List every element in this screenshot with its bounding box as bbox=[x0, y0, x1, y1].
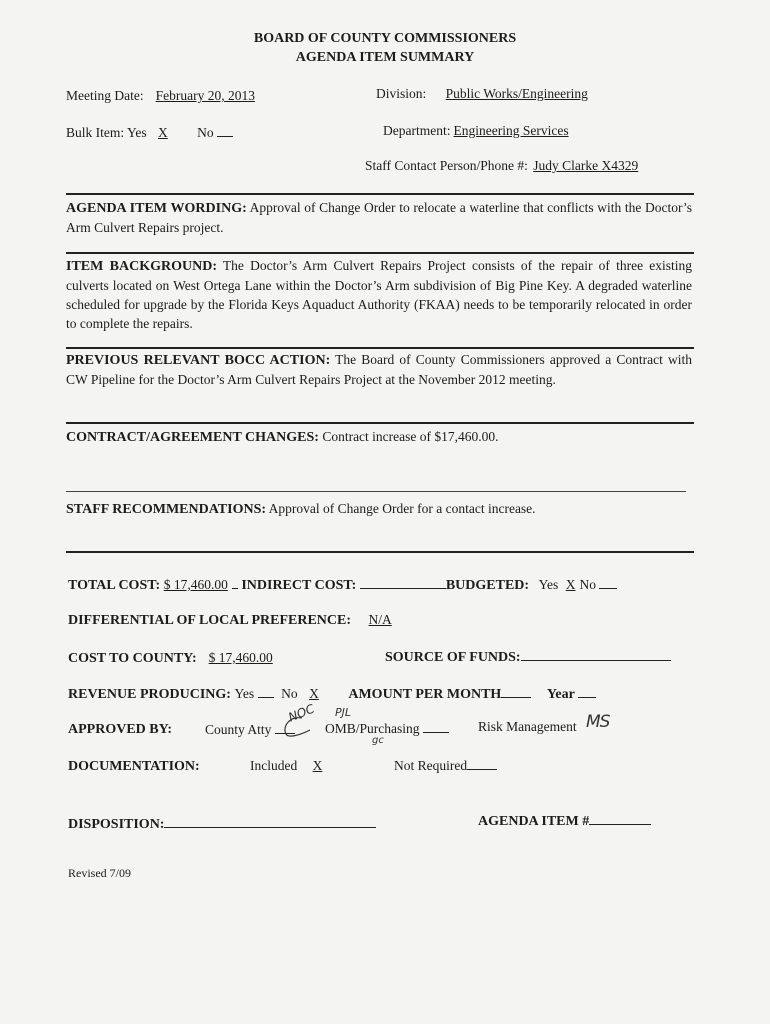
staff-contact-row bbox=[365, 158, 656, 174]
omb-label: OMB/Purchasing bbox=[325, 721, 420, 736]
staff-rec-text: Approval of Change Order for a contact increase. bbox=[268, 501, 536, 516]
division-row bbox=[376, 86, 634, 102]
agenda-item-number-label: AGENDA ITEM # bbox=[478, 814, 590, 829]
omb-initials: PJL bbox=[335, 706, 352, 719]
agenda-item-number-row bbox=[478, 812, 651, 830]
cost-to-county-label: COST TO COUNTY: bbox=[68, 651, 197, 666]
wording-text: Approval of Change Order to relocate a waterline that conflicts with the Doctor’s Arm Culvert Repairs project. bbox=[66, 200, 692, 235]
revised-note: Revised 7/09 bbox=[68, 866, 131, 880]
item-background bbox=[66, 256, 692, 333]
bulk-no-label: No bbox=[197, 125, 214, 140]
divider bbox=[66, 347, 694, 349]
contract-label: CONTRACT/AGREEMENT CHANGES: bbox=[66, 430, 319, 445]
revenue-row bbox=[68, 685, 596, 703]
agenda-item-wording bbox=[66, 198, 692, 237]
revenue-no-label: No bbox=[281, 686, 298, 701]
omb-initials-secondary: gc bbox=[372, 735, 384, 746]
revenue-yes-label: Yes bbox=[234, 686, 255, 701]
cost-to-county-row bbox=[68, 650, 313, 667]
meeting-date-value: February 20, 2013 bbox=[155, 88, 255, 103]
year-label: Year bbox=[546, 687, 575, 702]
disposition-blank bbox=[164, 815, 376, 828]
cost-to-county-value: $ 17,460.00 bbox=[208, 650, 273, 665]
bulk-yes-label: Yes bbox=[127, 125, 147, 140]
budgeted-label: BUDGETED: bbox=[445, 578, 530, 593]
approved-by-label: APPROVED BY: bbox=[68, 722, 173, 737]
budgeted-yes-mark: X bbox=[565, 577, 576, 592]
not-required-label: Not Required bbox=[394, 758, 468, 773]
not-required-row bbox=[394, 757, 497, 774]
form-subtitle: AGENDA ITEM SUMMARY bbox=[295, 50, 475, 65]
meeting-date-row bbox=[66, 88, 265, 104]
form-title: BOARD OF COUNTY COMMISSIONERS bbox=[253, 31, 517, 46]
divider bbox=[66, 422, 694, 424]
budgeted-no-label: No bbox=[579, 577, 596, 592]
total-cost-label: TOTAL COST: bbox=[68, 578, 161, 593]
risk-initials: MS bbox=[586, 712, 610, 732]
meeting-date-label: Meeting Date: bbox=[66, 88, 144, 103]
source-of-funds-label: SOURCE OF FUNDS: bbox=[385, 650, 521, 665]
differential-value: N/A bbox=[368, 612, 392, 627]
department-value: Engineering Services bbox=[453, 123, 569, 138]
department-label: Department: bbox=[383, 123, 451, 138]
included-mark: X bbox=[312, 758, 323, 773]
omb-row bbox=[325, 720, 449, 737]
department-row bbox=[383, 123, 647, 139]
background-label: ITEM BACKGROUND: bbox=[66, 259, 217, 274]
bulk-item-row bbox=[66, 124, 233, 141]
previous-bocc-action bbox=[66, 350, 692, 389]
previous-label: PREVIOUS RELEVANT BOCC ACTION: bbox=[66, 353, 331, 368]
divider bbox=[66, 252, 694, 254]
bulk-yes-mark: X bbox=[158, 125, 168, 140]
county-atty-signature bbox=[280, 712, 314, 742]
county-atty-label: County Atty bbox=[205, 722, 272, 737]
contract-changes bbox=[66, 427, 692, 447]
total-cost-row bbox=[68, 576, 617, 594]
staff-contact-value: Judy Clarke X4329 bbox=[533, 158, 639, 173]
indirect-cost-blank bbox=[360, 576, 446, 589]
total-cost-blank bbox=[232, 576, 238, 589]
bulk-item-label: Bulk Item: bbox=[66, 125, 125, 140]
documentation-label: DOCUMENTATION: bbox=[68, 759, 200, 774]
amount-per-month-label: AMOUNT PER MONTH bbox=[348, 687, 502, 702]
disposition-row bbox=[68, 815, 376, 833]
division-label: Division: bbox=[376, 86, 427, 101]
risk-label: Risk Management bbox=[478, 719, 577, 734]
agenda-item-number-blank bbox=[589, 812, 651, 825]
divider bbox=[66, 193, 694, 195]
risk-row bbox=[478, 719, 577, 735]
revenue-no-mark: X bbox=[309, 686, 319, 701]
divider bbox=[66, 551, 694, 553]
total-cost-value: $ 17,460.00 bbox=[163, 577, 228, 592]
contract-text: Contract increase of $17,460.00. bbox=[322, 429, 499, 444]
staff-rec-label: STAFF RECOMMENDATIONS: bbox=[66, 502, 267, 517]
not-required-blank bbox=[467, 757, 497, 770]
differential-label: DIFFERENTIAL OF LOCAL PREFERENCE: bbox=[68, 613, 352, 628]
budgeted-yes-label: Yes bbox=[538, 577, 559, 592]
year-blank bbox=[578, 685, 596, 698]
budgeted-no-blank bbox=[599, 576, 617, 589]
wording-label: AGENDA ITEM WORDING: bbox=[66, 201, 247, 216]
omb-blank bbox=[423, 720, 449, 733]
staff-recommendations bbox=[66, 499, 692, 519]
bulk-no-blank bbox=[217, 124, 233, 137]
source-of-funds-blank bbox=[521, 648, 671, 661]
county-atty-initials: NOC bbox=[286, 701, 317, 725]
disposition-label: DISPOSITION: bbox=[68, 817, 165, 832]
previous-text: The Board of County Commissioners approved a Contract with CW Pipeline for the Doctor’s Arm Culvert Repairs Project at the November 2012 meeting. bbox=[66, 352, 692, 387]
divider bbox=[66, 491, 686, 492]
amount-per-month-blank bbox=[501, 685, 531, 698]
included-label: Included bbox=[250, 758, 298, 773]
revenue-yes-blank bbox=[258, 685, 274, 698]
staff-contact-label: Staff Contact Person/Phone #: bbox=[365, 158, 528, 173]
differential-row bbox=[68, 612, 654, 629]
revenue-label: REVENUE PRODUCING: bbox=[68, 687, 231, 702]
division-value: Public Works/Engineering bbox=[445, 86, 588, 101]
background-text: The Doctor’s Arm Culvert Repairs Project consists of the repair of three existing culverts located on West Ortega Lane within the Doctor’s Arm subdivision of Big Pine Key. A degraded waterline scheduled for upgrade by the Florida Keys Aquaduct Authority (FKAA) needs to be temporarily relocated in order to complete the repairs. bbox=[66, 258, 692, 331]
indirect-cost-label: INDIRECT COST: bbox=[241, 578, 357, 593]
source-of-funds-row bbox=[385, 648, 671, 666]
documentation-included-row bbox=[250, 758, 334, 774]
